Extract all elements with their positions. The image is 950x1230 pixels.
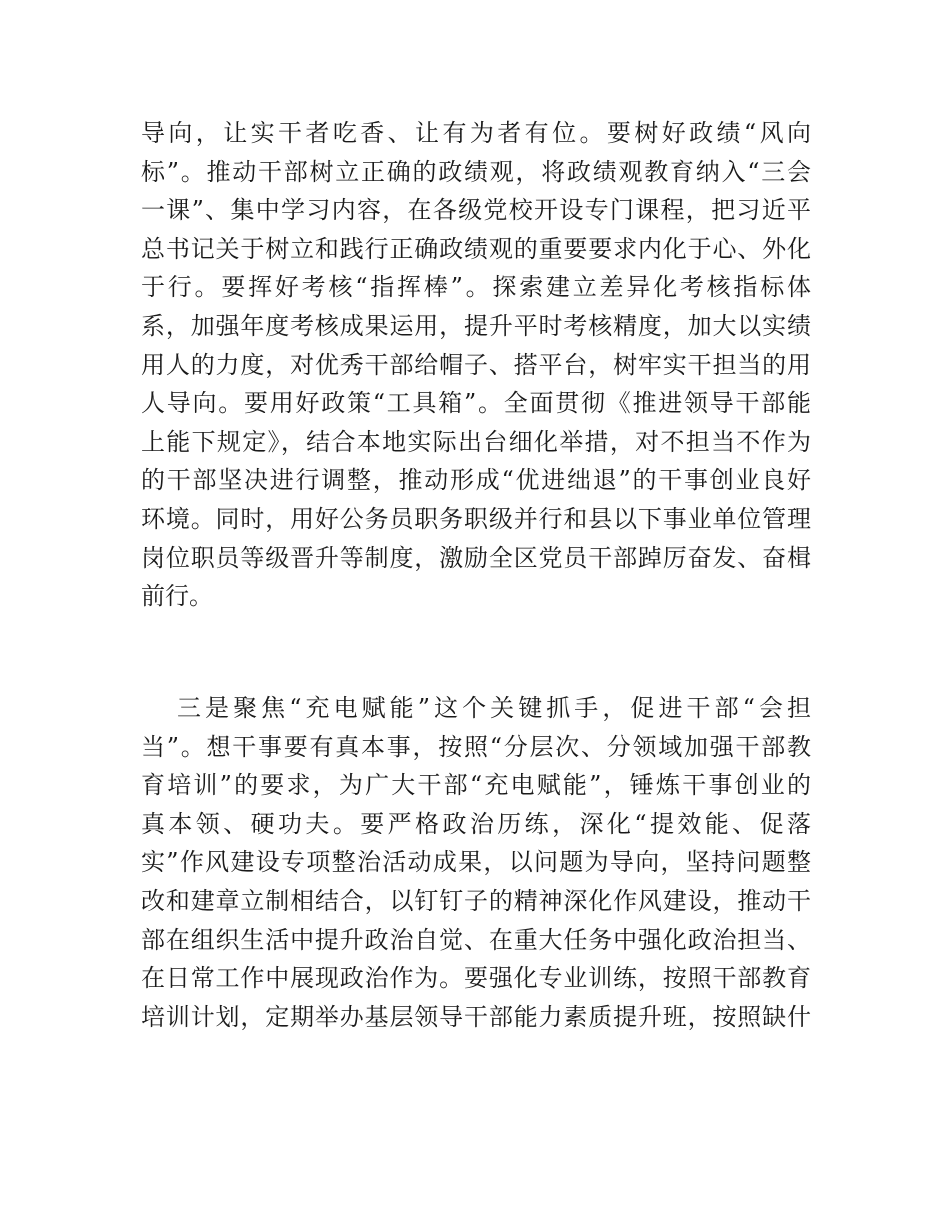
text-line: 上能下规定》，结合本地实际出台细化举措，对不担当不作为 [141,427,811,456]
paragraph-2 [141,689,811,1036]
text-line: 部在组织生活中提升政治自觉、在重大任务中强化政治担当、 [141,925,811,954]
text-line: 育培训”的要求，为广大干部“充电赋能”，锤炼干事创业的 [141,771,811,800]
text-line: 岗位职员等级晋升等制度，激励全区党员干部踔厉奋发、奋楫 [141,543,811,572]
text-line: 在日常工作中展现政治作为。要强化专业训练，按照干部教育 [141,964,811,993]
text-line: 用人的力度，对优秀干部给帽子、搭平台，树牢实干担当的用 [141,350,811,379]
text-line: 总书记关于树立和践行正确政绩观的重要要求内化于心、外化 [141,234,811,263]
text-line: 实”作风建设专项整治活动成果，以问题为导向，坚持问题整 [141,848,811,877]
text-line: 一课”、集中学习内容，在各级党校开设专门课程，把习近平 [141,196,811,225]
text-line: 环境。同时，用好公务员职务职级并行和县以下事业单位管理 [141,504,811,533]
paragraph-1 [141,114,811,616]
text-line: 于行。要挥好考核“指挥棒”。探索建立差异化考核指标体 [141,273,811,302]
text-line: 系，加强年度考核成果运用，提升平时考核精度，加大以实绩 [141,311,811,340]
text-line: 人导向。要用好政策“工具箱”。全面贯彻《推进领导干部能 [141,389,811,418]
text-line: 三是聚焦“充电赋能”这个关键抓手，促进干部“会担 [177,694,811,722]
text-line: 培训计划，定期举办基层领导干部能力素质提升班，按照缺什 [141,1002,811,1031]
text-line: 的干部坚决进行调整，推动形成“优进绌退”的干事创业良好 [141,466,811,495]
text-line: 导向，让实干者吃香、让有为者有位。要树好政绩“风向 [141,119,811,147]
text-line: 标”。推动干部树立正确的政绩观，将政绩观教育纳入“三会 [141,157,811,186]
text-line: 改和建章立制相结合，以钉钉子的精神深化作风建设，推动干 [141,886,811,915]
text-line: 真本领、硬功夫。要严格政治历练，深化“提效能、促落 [141,809,811,838]
text-line: 当”。想干事要有真本事，按照“分层次、分领域加强干部教 [141,732,811,761]
text-line: 前行。 [141,582,213,611]
